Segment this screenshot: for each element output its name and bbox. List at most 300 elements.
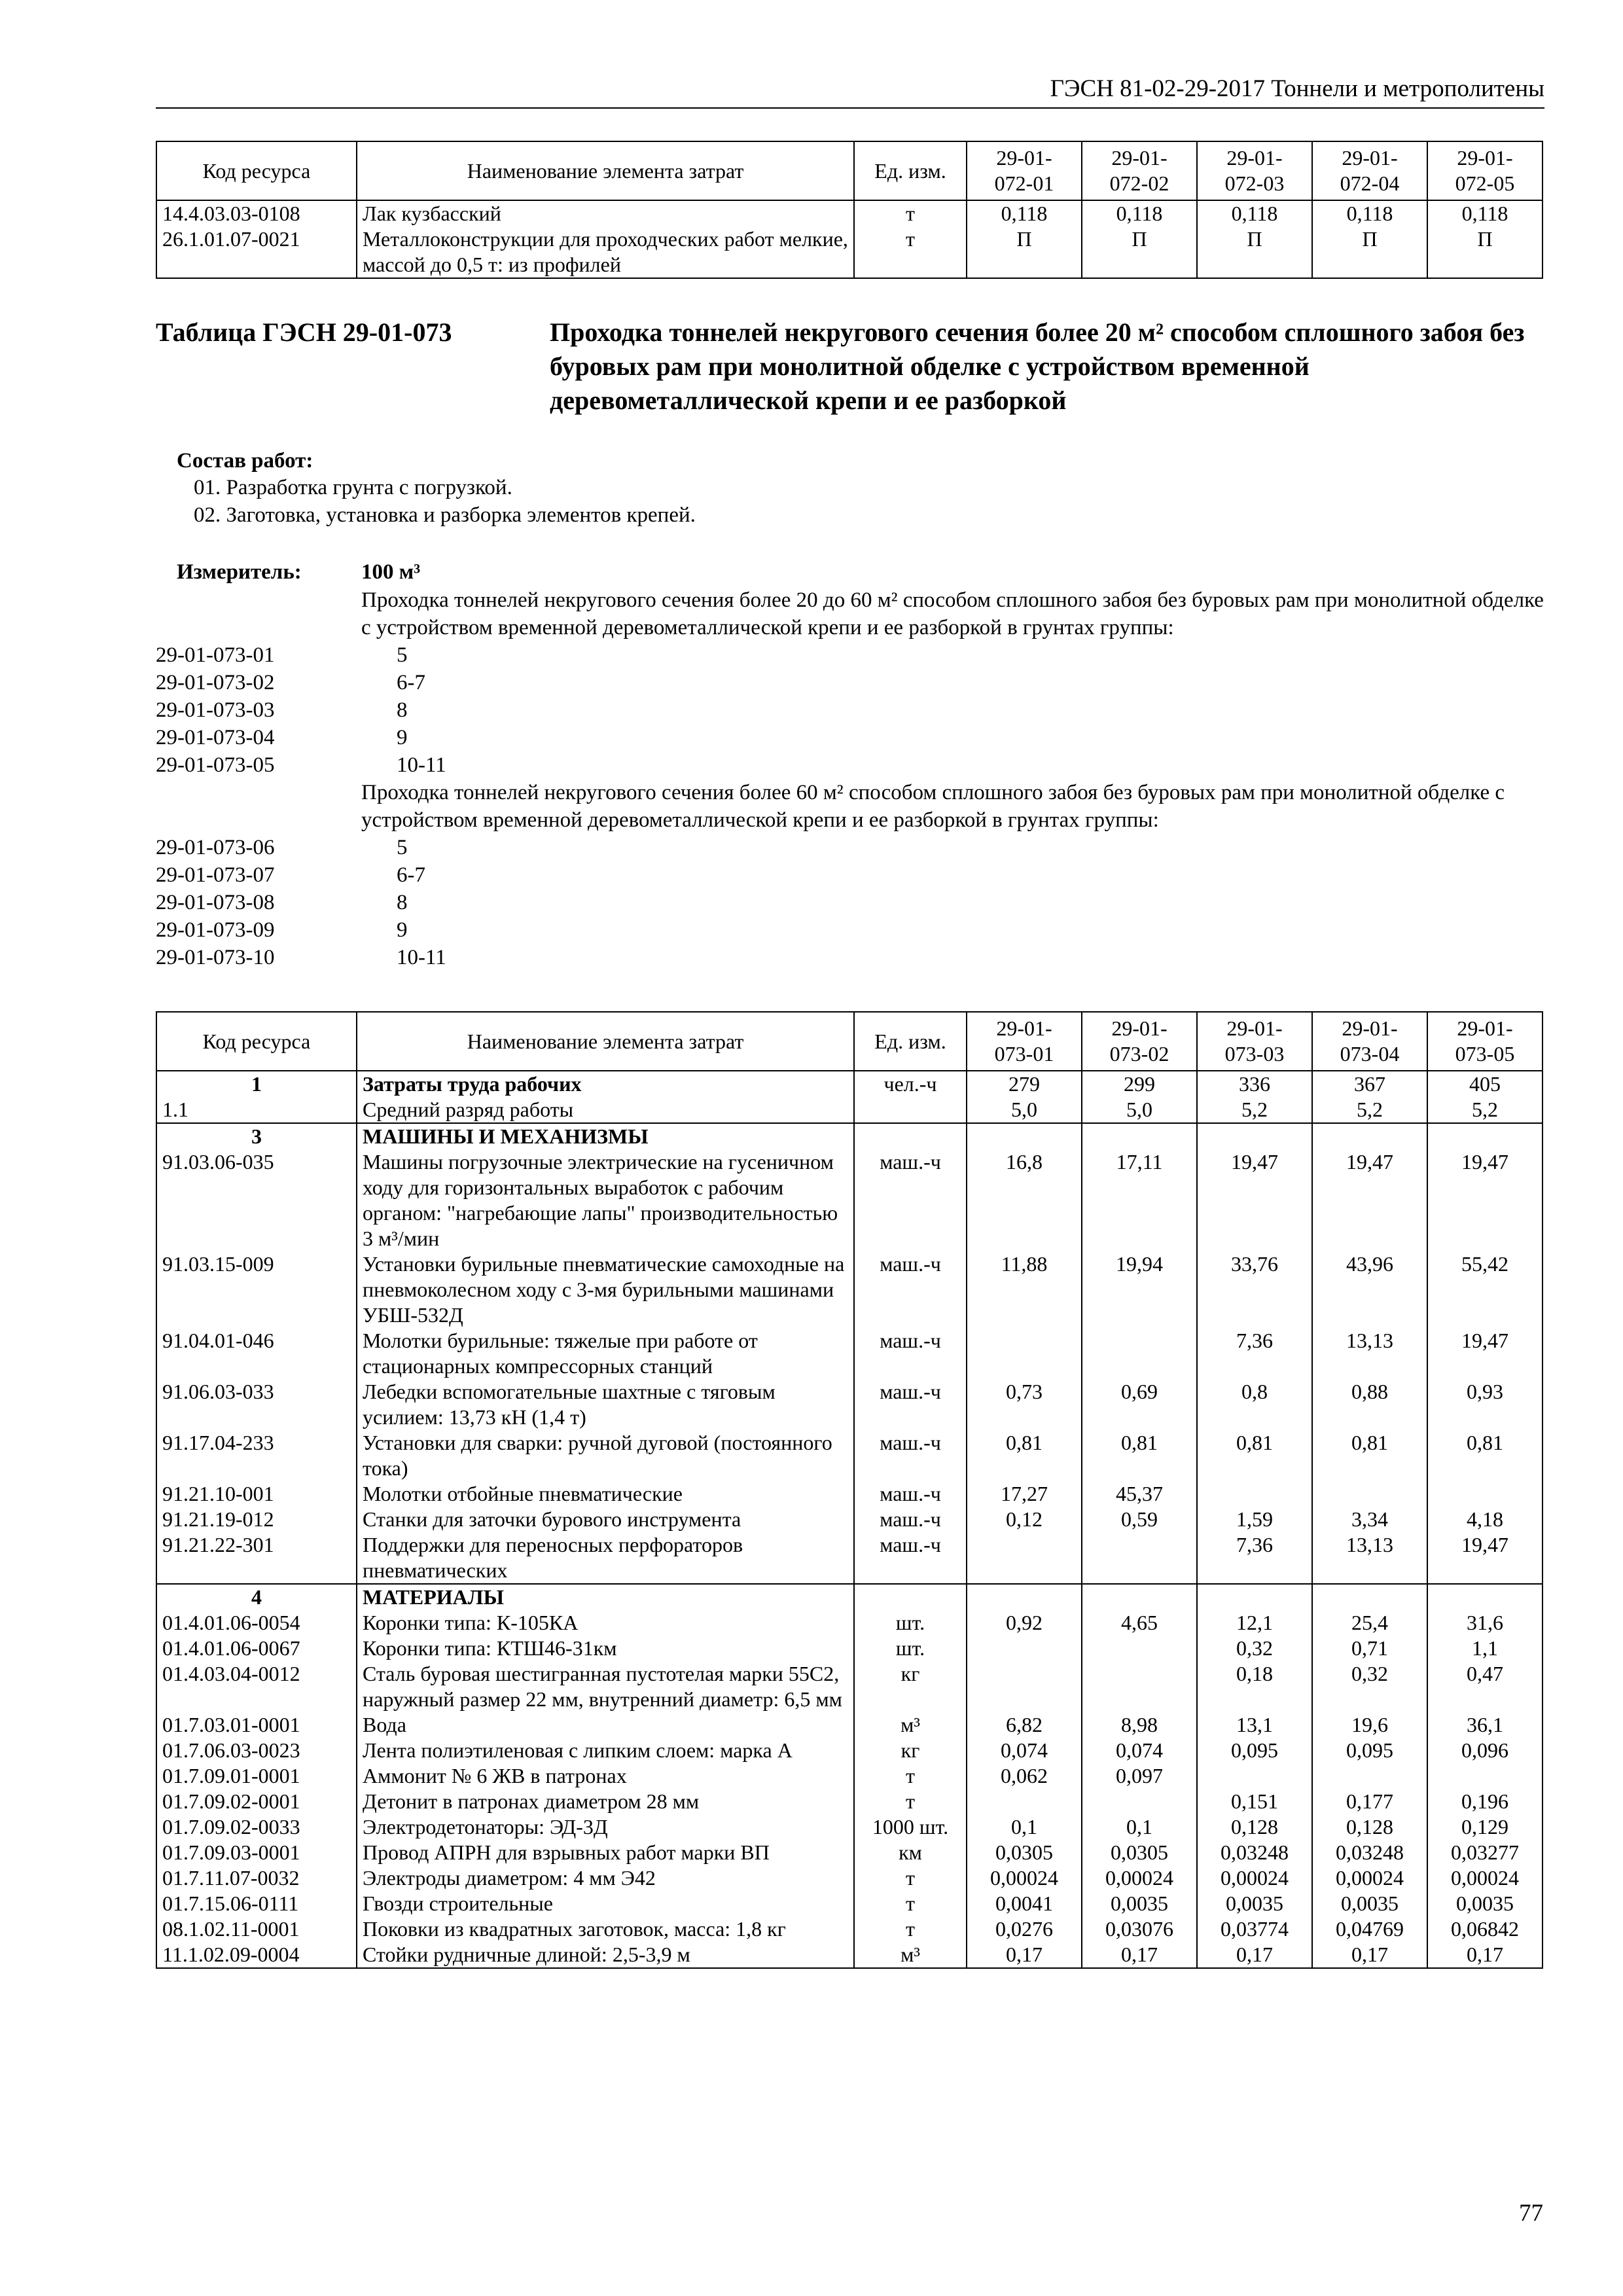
resource-code-cell: 91.06.03-033 (156, 1379, 357, 1430)
value-cell: 16,8 (967, 1149, 1082, 1251)
section-row (156, 1123, 1543, 1149)
unit-cell: маш.-ч (854, 1532, 967, 1584)
value-cell: 7,36 (1197, 1328, 1312, 1379)
table-row (156, 200, 1543, 226)
value-cell: 0,18 (1197, 1661, 1312, 1712)
meter-value: 100 м³ (361, 560, 421, 584)
value-cell: 1,1 (1427, 1636, 1543, 1661)
variant-soil-group: 8 (397, 891, 408, 914)
unit-cell (854, 1097, 967, 1123)
column-header: Наименование элемента затрат (357, 141, 854, 200)
value-cell: 0,0305 (1082, 1840, 1197, 1865)
value-cell: 0,04769 (1312, 1916, 1427, 1942)
value-cell (1082, 1661, 1197, 1712)
resource-name-cell: Электроды диаметром: 4 мм Э42 (357, 1865, 854, 1891)
column-header: 29-01- 073-05 (1427, 1012, 1543, 1071)
column-header: Ед. изм. (854, 141, 967, 200)
resource-name-cell: Стойки рудничные длиной: 2,5-3,9 м (357, 1942, 854, 1968)
value-cell: 0,47 (1427, 1661, 1543, 1712)
resource-code-cell: 91.17.04-233 (156, 1430, 357, 1481)
table-row (156, 1712, 1543, 1738)
value-cell: 0,177 (1312, 1789, 1427, 1814)
value-cell: 0,118 (1427, 200, 1543, 226)
composition-list (194, 474, 696, 529)
variant-soil-group: 10-11 (397, 946, 446, 969)
column-header: Наименование элемента затрат (357, 1012, 854, 1071)
value-cell: 0,71 (1312, 1636, 1427, 1661)
value-cell: 336 (1197, 1071, 1312, 1097)
table-row (156, 1636, 1543, 1661)
resource-name-cell: Затраты труда рабочих (357, 1071, 854, 1097)
value-cell: 0,03248 (1312, 1840, 1427, 1865)
variant-code: 29-01-073-03 (156, 698, 275, 722)
resource-code-cell: 01.7.09.02-0033 (156, 1814, 357, 1840)
value-cell (1197, 1763, 1312, 1789)
resource-code-cell: 26.1.01.07-0021 (156, 226, 357, 278)
resource-table-073 (156, 1011, 1543, 1969)
value-cell (1082, 1532, 1197, 1584)
value-cell: П (1427, 226, 1543, 278)
table-row (156, 1942, 1543, 1968)
unit-cell: маш.-ч (854, 1149, 967, 1251)
variant-row (156, 669, 446, 696)
value-cell: 0,03774 (1197, 1916, 1312, 1942)
table-caption: Проходка тоннелей некругового сечения более 20 м² способом сплошного забоя без буровых рам при монолитной обделке с устройством временной деревометаллической крепи и ее разборкой (550, 317, 1525, 415)
table-row (156, 1532, 1543, 1584)
value-cell: 0,00024 (1197, 1865, 1312, 1891)
table-header (156, 141, 1543, 200)
value-cell: 0,118 (967, 200, 1082, 226)
resource-code-cell: 01.7.11.07-0032 (156, 1865, 357, 1891)
value-cell (1427, 1763, 1543, 1789)
value-cell (1197, 1123, 1312, 1149)
resource-code-cell: 01.4.01.06-0054 (156, 1610, 357, 1636)
variant-soil-group: 5 (397, 643, 408, 667)
resource-name-cell: Установки бурильные пневматические самоходные на пневмоколесном ходу с 3-мя бурильными машинами УБШ-532Д (357, 1251, 854, 1328)
value-cell: 0,118 (1197, 200, 1312, 226)
variant-row (156, 834, 446, 861)
value-cell (967, 1532, 1082, 1584)
value-cell: 5,0 (967, 1097, 1082, 1123)
value-cell: 405 (1427, 1071, 1543, 1097)
value-cell: 0,03277 (1427, 1840, 1543, 1865)
column-header: 29-01- 073-02 (1082, 1012, 1197, 1071)
value-cell (1082, 1328, 1197, 1379)
value-cell: 7,36 (1197, 1532, 1312, 1584)
variant-soil-group: 9 (397, 918, 408, 942)
table-row (156, 1789, 1543, 1814)
variant-row (156, 641, 446, 669)
unit-cell (854, 1123, 967, 1149)
value-cell: 19,47 (1427, 1149, 1543, 1251)
value-cell: 0,128 (1312, 1814, 1427, 1840)
variant-row (156, 751, 446, 779)
resource-code-cell: 08.1.02.11-0001 (156, 1916, 357, 1942)
value-cell: 0,00024 (1427, 1865, 1543, 1891)
value-cell: 0,59 (1082, 1507, 1197, 1532)
value-cell: 13,13 (1312, 1328, 1427, 1379)
resource-code-cell: 01.4.03.04-0012 (156, 1661, 357, 1712)
column-header: 29-01- 072-03 (1197, 141, 1312, 200)
composition-item: 01. Разработка грунта с погрузкой. (194, 476, 512, 499)
table-title: Таблица ГЭСН 29-01-073 (156, 317, 452, 347)
value-cell: П (1312, 226, 1427, 278)
column-header: Ед. изм. (854, 1012, 967, 1071)
value-cell: 0,00024 (1312, 1865, 1427, 1891)
variant-row (156, 889, 446, 916)
value-cell: 0,88 (1312, 1379, 1427, 1430)
value-cell: 0,097 (1082, 1763, 1197, 1789)
resource-code-cell: 1.1 (156, 1097, 357, 1123)
unit-cell: м³ (854, 1712, 967, 1738)
variant-row (156, 696, 446, 724)
value-cell: 0,074 (967, 1738, 1082, 1763)
resource-name-cell: Вода (357, 1712, 854, 1738)
value-cell (1082, 1789, 1197, 1814)
resource-code-cell: 01.7.09.01-0001 (156, 1763, 357, 1789)
unit-cell: м³ (854, 1942, 967, 1968)
value-cell (1427, 1481, 1543, 1507)
table-row (156, 226, 1543, 278)
value-cell: 0,06842 (1427, 1916, 1543, 1942)
unit-cell: т (854, 1891, 967, 1916)
table-row (156, 1149, 1543, 1251)
running-header: ГЭСН 81-02-29-2017 Тоннели и метрополитены (156, 73, 1544, 109)
value-cell: 0,0041 (967, 1891, 1082, 1916)
variant-row (156, 861, 446, 889)
value-cell: 6,82 (967, 1712, 1082, 1738)
variant-soil-group: 10-11 (397, 753, 446, 777)
value-cell: 0,17 (1427, 1942, 1543, 1968)
value-cell: 367 (1312, 1071, 1427, 1097)
value-cell: 13,13 (1312, 1532, 1427, 1584)
value-cell (1197, 1584, 1312, 1610)
value-cell: 279 (967, 1071, 1082, 1097)
value-cell: 19,94 (1082, 1251, 1197, 1328)
variant-description-2: Проходка тоннелей некругового сечения более 60 м² способом сплошного забоя без буровых рам при монолитной обделке с устройством временной деревометаллической крепи и ее разборкой в грунтах группы: (361, 781, 1505, 832)
unit-cell (854, 1584, 967, 1610)
unit-cell: т (854, 1865, 967, 1891)
value-cell: 0,81 (967, 1430, 1082, 1481)
variant-soil-group: 9 (397, 726, 408, 749)
column-header: 29-01- 073-04 (1312, 1012, 1427, 1071)
table-header (156, 1012, 1543, 1071)
unit-cell: маш.-ч (854, 1379, 967, 1430)
resource-name-cell: Коронки типа: КТШ46-31км (357, 1636, 854, 1661)
variant-soil-group: 8 (397, 698, 408, 722)
resource-code-cell: 3 (156, 1123, 357, 1149)
variant-soil-group: 6-7 (397, 863, 425, 887)
unit-cell: 1000 шт. (854, 1814, 967, 1840)
unit-cell: т (854, 1916, 967, 1942)
value-cell: 299 (1082, 1071, 1197, 1097)
value-cell (1312, 1123, 1427, 1149)
value-cell (1427, 1123, 1543, 1149)
value-cell: 0,81 (1197, 1430, 1312, 1481)
value-cell: 0,81 (1427, 1430, 1543, 1481)
value-cell: 17,11 (1082, 1149, 1197, 1251)
column-header: Код ресурса (156, 1012, 357, 1071)
value-cell: 19,47 (1427, 1328, 1543, 1379)
value-cell: 0,0035 (1312, 1891, 1427, 1916)
value-cell: 0,095 (1312, 1738, 1427, 1763)
table-row (156, 1379, 1543, 1430)
value-cell: 33,76 (1197, 1251, 1312, 1328)
value-cell: 0,17 (1197, 1942, 1312, 1968)
resource-name-cell: Лента полиэтиленовая с липким слоем: марка А (357, 1738, 854, 1763)
value-cell: 0,0035 (1427, 1891, 1543, 1916)
value-cell: 0,0305 (967, 1840, 1082, 1865)
value-cell: 0,17 (1312, 1942, 1427, 1968)
resource-code-cell: 01.4.01.06-0067 (156, 1636, 357, 1661)
table-row (156, 1328, 1543, 1379)
variant-code: 29-01-073-10 (156, 946, 275, 969)
value-cell: 0,32 (1197, 1636, 1312, 1661)
table-row (156, 1507, 1543, 1532)
value-cell: 5,2 (1427, 1097, 1543, 1123)
value-cell: 0,095 (1197, 1738, 1312, 1763)
value-cell: 0,12 (967, 1507, 1082, 1532)
meter-label: Измеритель: (177, 560, 302, 584)
value-cell: 8,98 (1082, 1712, 1197, 1738)
value-cell: 5,2 (1312, 1097, 1427, 1123)
value-cell: П (1082, 226, 1197, 278)
value-cell: 55,42 (1427, 1251, 1543, 1328)
column-header: Код ресурса (156, 141, 357, 200)
value-cell (1312, 1481, 1427, 1507)
value-cell: 0,074 (1082, 1738, 1197, 1763)
value-cell: 0,0035 (1082, 1891, 1197, 1916)
resource-name-cell: Лебедки вспомогательные шахтные с тяговым усилием: 13,73 кН (1,4 т) (357, 1379, 854, 1430)
value-cell: 5,0 (1082, 1097, 1197, 1123)
value-cell: 11,88 (967, 1251, 1082, 1328)
value-cell: 0,17 (967, 1942, 1082, 1968)
table-row (156, 1097, 1543, 1123)
value-cell: 12,1 (1197, 1610, 1312, 1636)
resource-name-cell: Машины погрузочные электрические на гусеничном ходу для горизонтальных выработок с рабочим органом: "нагребающие лапы" производительностью 3 м³/мин (357, 1149, 854, 1251)
variant-code: 29-01-073-02 (156, 671, 275, 694)
value-cell: 17,27 (967, 1481, 1082, 1507)
unit-cell: т (854, 200, 967, 226)
variant-soil-group: 5 (397, 836, 408, 859)
value-cell (967, 1789, 1082, 1814)
variant-description-1: Проходка тоннелей некругового сечения более 20 до 60 м² способом сплошного забоя без буровых рам при монолитной обделке с устройством временной деревометаллической крепи и ее разборкой в грунтах группы: (361, 588, 1544, 639)
value-cell (967, 1636, 1082, 1661)
value-cell: 0,03248 (1197, 1840, 1312, 1865)
unit-cell: чел.-ч (854, 1071, 967, 1097)
value-cell: 13,1 (1197, 1712, 1312, 1738)
unit-cell: т (854, 1789, 967, 1814)
table-row (156, 1481, 1543, 1507)
section-row (156, 1584, 1543, 1610)
variant-row (156, 916, 446, 944)
value-cell: 19,47 (1197, 1149, 1312, 1251)
value-cell: 0,00024 (1082, 1865, 1197, 1891)
unit-cell: маш.-ч (854, 1328, 967, 1379)
resource-code-cell: 1 (156, 1071, 357, 1097)
unit-cell: кг (854, 1738, 967, 1763)
value-cell (1082, 1123, 1197, 1149)
resource-code-cell: 91.03.06-035 (156, 1149, 357, 1251)
table-row (156, 1251, 1543, 1328)
value-cell: 0,118 (1082, 200, 1197, 226)
variant-code: 29-01-073-08 (156, 891, 275, 914)
resource-name-cell: МАШИНЫ И МЕХАНИЗМЫ (357, 1123, 854, 1149)
value-cell: 45,37 (1082, 1481, 1197, 1507)
resource-code-cell: 11.1.02.09-0004 (156, 1942, 357, 1968)
resource-code-cell: 01.7.03.01-0001 (156, 1712, 357, 1738)
value-cell: 0,81 (1082, 1430, 1197, 1481)
value-cell: 0,062 (967, 1763, 1082, 1789)
value-cell: 0,129 (1427, 1814, 1543, 1840)
value-cell: 0,096 (1427, 1738, 1543, 1763)
resource-name-cell: Лак кузбасский (357, 200, 854, 226)
resource-code-cell: 01.7.15.06-0111 (156, 1891, 357, 1916)
unit-cell: маш.-ч (854, 1251, 967, 1328)
resource-code-cell: 91.21.19-012 (156, 1507, 357, 1532)
value-cell: 0,32 (1312, 1661, 1427, 1712)
value-cell: 0,118 (1312, 200, 1427, 226)
table-row (156, 1610, 1543, 1636)
variant-list-2 (156, 834, 446, 971)
resource-code-cell: 4 (156, 1584, 357, 1610)
value-cell: 31,6 (1427, 1610, 1543, 1636)
resource-code-cell: 91.04.01-046 (156, 1328, 357, 1379)
column-header: 29-01- 072-05 (1427, 141, 1543, 200)
resource-name-cell: Сталь буровая шестигранная пустотелая марки 55С2, наружный размер 22 мм, внутренний диаметр: 6,5 мм (357, 1661, 854, 1712)
value-cell: 0,0035 (1197, 1891, 1312, 1916)
resource-code-cell: 01.7.09.03-0001 (156, 1840, 357, 1865)
page-number: 77 (1519, 2200, 1543, 2227)
table-row (156, 1865, 1543, 1891)
value-cell (967, 1328, 1082, 1379)
value-cell: 0,00024 (967, 1865, 1082, 1891)
value-cell: 1,59 (1197, 1507, 1312, 1532)
resource-name-cell: Коронки типа: К-105КА (357, 1610, 854, 1636)
resource-name-cell: Средний разряд работы (357, 1097, 854, 1123)
table-row (156, 1916, 1543, 1942)
value-cell (1312, 1763, 1427, 1789)
variant-code: 29-01-073-06 (156, 836, 275, 859)
resource-code-cell: 91.21.10-001 (156, 1481, 357, 1507)
table-row (156, 1071, 1543, 1097)
unit-cell: маш.-ч (854, 1430, 967, 1481)
resource-table-072 (156, 141, 1543, 279)
value-cell (967, 1123, 1082, 1149)
column-header: 29-01- 072-02 (1082, 141, 1197, 200)
value-cell (1082, 1584, 1197, 1610)
value-cell: 0,8 (1197, 1379, 1312, 1430)
value-cell: 25,4 (1312, 1610, 1427, 1636)
unit-cell: км (854, 1840, 967, 1865)
resource-name-cell: МАТЕРИАЛЫ (357, 1584, 854, 1610)
resource-name-cell: Молотки отбойные пневматические (357, 1481, 854, 1507)
table-row (156, 1661, 1543, 1712)
composition-item: 02. Заготовка, установка и разборка элементов крепей. (194, 503, 696, 527)
value-cell: 0,1 (1082, 1814, 1197, 1840)
variant-code: 29-01-073-04 (156, 726, 275, 749)
resource-name-cell: Электродетонаторы: ЭД-3Д (357, 1814, 854, 1840)
resource-code-cell: 01.7.06.03-0023 (156, 1738, 357, 1763)
composition-label: Состав работ: (177, 449, 313, 473)
table-row (156, 1430, 1543, 1481)
table-body (156, 1071, 1543, 1968)
unit-cell: кг (854, 1661, 967, 1712)
unit-cell: шт. (854, 1636, 967, 1661)
value-cell: 0,151 (1197, 1789, 1312, 1814)
resource-name-cell: Металлоконструкции для проходческих работ мелкие, массой до 0,5 т: из профилей (357, 226, 854, 278)
resource-name-cell: Поковки из квадратных заготовок, масса: 1,8 кг (357, 1916, 854, 1942)
variant-row (156, 724, 446, 751)
value-cell: 19,47 (1312, 1149, 1427, 1251)
value-cell: 0,0276 (967, 1916, 1082, 1942)
resource-name-cell: Аммонит № 6 ЖВ в патронах (357, 1763, 854, 1789)
table-row (156, 1763, 1543, 1789)
resource-name-cell: Молотки бурильные: тяжелые при работе от стационарных компрессорных станций (357, 1328, 854, 1379)
variant-list-1 (156, 641, 446, 779)
value-cell: 0,73 (967, 1379, 1082, 1430)
value-cell: 43,96 (1312, 1251, 1427, 1328)
value-cell: 0,03076 (1082, 1916, 1197, 1942)
value-cell: 4,18 (1427, 1507, 1543, 1532)
unit-cell: маш.-ч (854, 1481, 967, 1507)
value-cell: 0,128 (1197, 1814, 1312, 1840)
resource-code-cell: 01.7.09.02-0001 (156, 1789, 357, 1814)
value-cell: 19,47 (1427, 1532, 1543, 1584)
unit-cell: шт. (854, 1610, 967, 1636)
table-row (156, 1738, 1543, 1763)
value-cell: 0,17 (1082, 1942, 1197, 1968)
value-cell: П (1197, 226, 1312, 278)
value-cell: 0,1 (967, 1814, 1082, 1840)
variant-soil-group: 6-7 (397, 671, 425, 694)
resource-name-cell: Установки для сварки: ручной дуговой (постоянного тока) (357, 1430, 854, 1481)
variant-code: 29-01-073-09 (156, 918, 275, 942)
column-header: 29-01- 073-01 (967, 1012, 1082, 1071)
table-body (156, 200, 1543, 278)
table-row (156, 1840, 1543, 1865)
value-cell: 0,81 (1312, 1430, 1427, 1481)
value-cell: 0,196 (1427, 1789, 1543, 1814)
value-cell (1082, 1636, 1197, 1661)
value-cell: 0,92 (967, 1610, 1082, 1636)
unit-cell: т (854, 226, 967, 278)
resource-name-cell: Гвозди строительные (357, 1891, 854, 1916)
value-cell: 19,6 (1312, 1712, 1427, 1738)
value-cell: 36,1 (1427, 1712, 1543, 1738)
variant-code: 29-01-073-01 (156, 643, 275, 667)
value-cell: 0,69 (1082, 1379, 1197, 1430)
value-cell: П (967, 226, 1082, 278)
value-cell: 4,65 (1082, 1610, 1197, 1636)
value-cell (967, 1661, 1082, 1712)
resource-name-cell: Детонит в патронах диаметром 28 мм (357, 1789, 854, 1814)
resource-code-cell: 14.4.03.03-0108 (156, 200, 357, 226)
unit-cell: т (854, 1763, 967, 1789)
value-cell (1427, 1584, 1543, 1610)
value-cell: 0,93 (1427, 1379, 1543, 1430)
value-cell: 5,2 (1197, 1097, 1312, 1123)
resource-code-cell: 91.21.22-301 (156, 1532, 357, 1584)
resource-name-cell: Провод АПРН для взрывных работ марки ВП (357, 1840, 854, 1865)
value-cell (1197, 1481, 1312, 1507)
resource-code-cell: 91.03.15-009 (156, 1251, 357, 1328)
variant-code: 29-01-073-07 (156, 863, 275, 887)
value-cell (1312, 1584, 1427, 1610)
column-header: 29-01- 073-03 (1197, 1012, 1312, 1071)
column-header: 29-01- 072-04 (1312, 141, 1427, 200)
column-header: 29-01- 072-01 (967, 141, 1082, 200)
